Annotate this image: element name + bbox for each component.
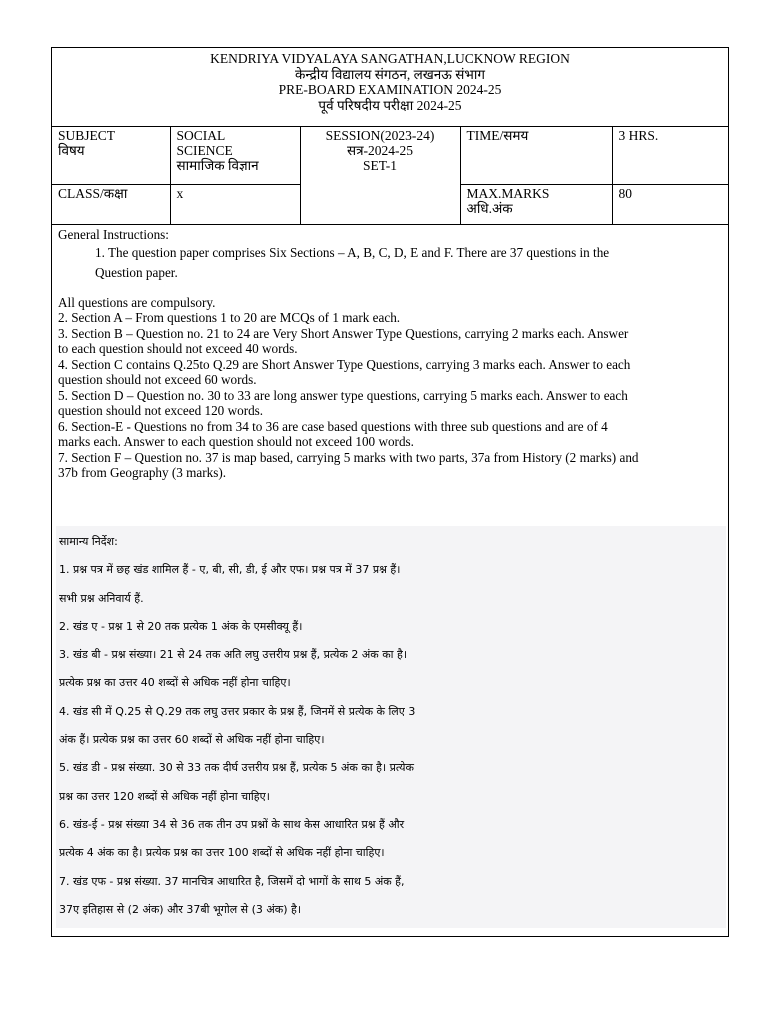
subject-value-line2: SCIENCE [176,143,233,158]
spacer [58,281,722,295]
session-line2: सत्र-2024-25 [346,143,414,158]
max-marks-label-cell [460,185,612,225]
time-label-cell [460,127,612,185]
hindi-instruction-line: प्रत्येक प्रश्न का उत्तर 40 शब्दों से अधिक नहीं होना चाहिए। [59,676,291,690]
instruction-section-f-line1: 7. Section F – Question no. 37 is map based, carrying 5 marks with two parts, 37a from History (2 marks) and [58,449,639,465]
instruction-section-a: 2. Section A – From questions 1 to 20 are MCQs of 1 mark each. [58,310,401,325]
instruction-item-1-line1: 1. The question paper comprises Six Sections – A, B, C, D, E and F. There are 37 questions in the [95,244,610,260]
class-value: x [176,186,184,201]
hindi-instruction-line: सभी प्रश्न अनिवार्य हैं. [59,591,144,605]
session-line1: SESSION(2023-24) [325,128,435,143]
subject-label-en: SUBJECT [58,128,116,143]
subject-value-hi: सामाजिक विज्ञान [176,158,259,173]
hindi-instruction-line: 4. खंड सी में Q.25 से Q.29 तक लघु उत्तर प्रकार के प्रश्न हैं, जिनमें से प्रत्येक के लिए 3 [59,704,416,718]
exam-title-hi: पूर्व परिषदीय परीक्षा 2024-25 [318,97,462,113]
general-instructions-hi [56,526,726,928]
hindi-instruction-line: प्रश्न का उत्तर 120 शब्दों से अधिक नहीं होना चाहिए। [59,789,270,803]
instruction-section-f-line2: 37b from Geography (3 marks). [58,465,227,480]
instruction-compulsory: All questions are compulsory. [58,294,216,310]
instruction-section-c-line2: question should not exceed 60 words. [58,372,257,387]
instruction-section-e-line2: marks each. Answer to each question should not exceed 100 words. [58,434,414,449]
subject-value-line1: SOCIAL [176,128,226,143]
max-marks-value: 80 [618,186,632,201]
hindi-instructions-heading: सामान्य निर्देश: [59,535,118,548]
exam-info-table [52,126,728,225]
instruction-item-1-line2: Question paper. [95,265,178,280]
hindi-instruction-line: 6. खंड-ई - प्रश्न संख्या 34 से 36 तक तीन उप प्रश्नों के साथ केस आधारित प्रश्न हैं और [59,817,405,831]
exam-header [52,48,728,126]
hindi-instruction-line: 3. खंड बी - प्रश्न संख्या। 21 से 24 तक अति लघु उत्तरीय प्रश्न हैं, प्रत्येक 2 अंक का है। [59,648,408,662]
session-cell [300,127,460,225]
hindi-instruction-line: 2. खंड ए - प्रश्न 1 से 20 तक प्रत्येक 1 अंक के एमसीक्यू हैं। [59,619,303,633]
instruction-section-d-line1: 5. Section D – Question no. 30 to 33 are long answer type questions, carrying 5 marks each. Answer to each [58,387,628,403]
hindi-instruction-line: प्रत्येक 4 अंक का है। प्रत्येक प्रश्न का उत्तर 100 शब्दों से अधिक नहीं होना चाहिए। [59,846,385,860]
instruction-section-d-line2: question should not exceed 120 words. [58,403,264,418]
instruction-section-e-line1: 6. Section-E - Questions no from 34 to 36 are case based questions with three sub questions and are of 4 [58,418,608,434]
class-label: CLASS/कक्षा [58,186,128,201]
class-label-cell [52,185,170,225]
hindi-instruction-line: 37ए इतिहास से (2 अंक) और 37बी भूगोल से (3 अंक) है। [59,902,302,916]
set-number: SET-1 [362,158,397,173]
general-instructions-en [52,225,728,481]
instructions-heading: General Instructions: [58,227,169,242]
max-marks-label-hi: अधि.अंक [466,201,513,216]
instruction-item-1 [88,245,722,281]
exam-page [51,47,729,937]
subject-value-cell [170,127,300,185]
hindi-instruction-line: 7. खंड एफ - प्रश्न संख्या. 37 मानचित्र आधारित है, जिसमें दो भागों के साथ 5 अंक हैं, [59,874,405,888]
class-value-cell [170,185,300,225]
organization-title-en: KENDRIYA VIDYALAYA SANGATHAN,LUCKNOW REGION [210,51,570,66]
hindi-instruction-line: अंक हैं। प्रत्येक प्रश्न का उत्तर 60 शब्दों से अधिक नहीं होना चाहिए। [59,733,325,747]
instruction-section-c-line1: 4. Section C contains Q.25to Q.29 are Short Answer Type Questions, carrying 3 marks each. Answer to each [58,356,631,372]
max-marks-value-cell [612,185,728,225]
time-value: 3 HRS. [618,128,659,143]
hindi-instruction-line: 5. खंड डी - प्रश्न संख्या. 30 से 33 तक दीर्घ उत्तरीय प्रश्न हैं, प्रत्येक 5 अंक का है। प्रत्येक [59,761,414,775]
time-label: TIME/समय [466,128,529,143]
time-value-cell [612,127,728,185]
exam-title-en: PRE-BOARD EXAMINATION 2024-25 [278,82,502,97]
instruction-section-b-line1: 3. Section B – Question no. 21 to 24 are Very Short Answer Type Questions, carrying 2 marks each. Answer [58,325,629,341]
subject-label-cell [52,127,170,185]
hindi-instruction-line: 1. प्रश्न पत्र में छह खंड शामिल हैं - ए, बी, सी, डी, ई और एफ। प्रश्न पत्र में 37 प्रश्न हैं। [59,563,401,577]
instruction-section-b-line2: to each question should not exceed 40 words. [58,341,298,356]
max-marks-label-en: MAX.MARKS [466,186,550,201]
subject-label-hi: विषय [58,143,85,158]
organization-title-hi: केन्द्रीय विद्यालय संगठन, लखनऊ संभाग [295,66,485,82]
